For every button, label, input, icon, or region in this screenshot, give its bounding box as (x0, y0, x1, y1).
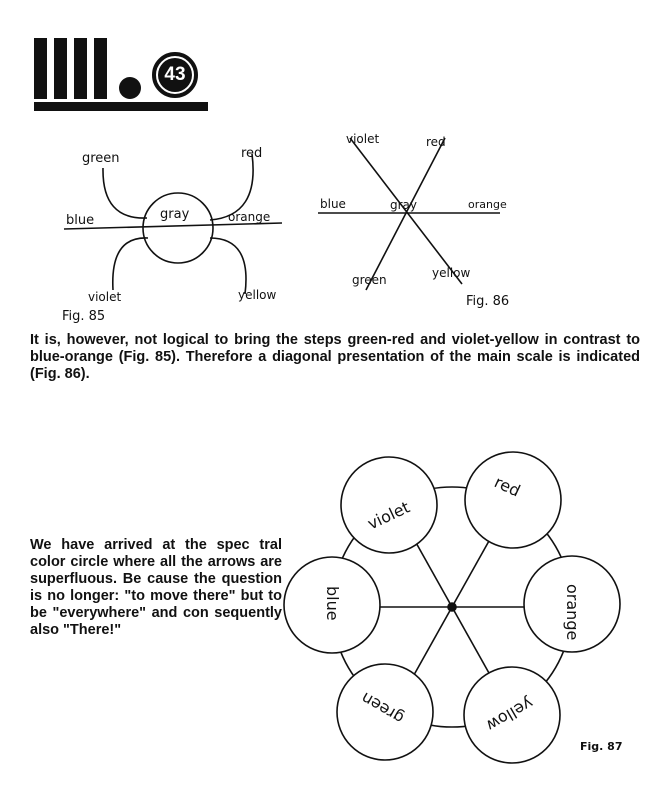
fig85-label-orange: orange (228, 210, 271, 224)
fig87-label-violet: violet (364, 497, 413, 534)
fig87-spoke-yellow (452, 607, 494, 682)
fig87-spoke-green (410, 607, 452, 682)
fig86-label-blue: blue (320, 197, 346, 211)
paragraph-spectral-circle: We have arrived at the spec tral color circle where all the arrows are superfluous. Be cause the question is no longer: "to move there" but to be "everywhere" and con sequently also "There!" (30, 537, 282, 638)
fig86-label-red: red (426, 135, 446, 149)
fig87-label-yellow: yellow (483, 693, 537, 736)
paragraph-diagonal-scale: It is, however, not logical to bring the steps green-red and violet-yellow in contrast to blue-orange (Fig. 85). Therefore a diagonal presentation of the main scale is indicated (Fig. 86). (30, 332, 640, 382)
fig87-caption: Fig. 87 (580, 740, 623, 753)
fig85-caption: Fig. 85 (62, 309, 106, 324)
fig85-label-violet: violet (88, 290, 122, 304)
fig86-label-yellow: yellow (432, 266, 471, 280)
fig87-label-green: green (357, 688, 408, 729)
fig87-label-red: red (491, 472, 524, 501)
fig86-label-gray: gray (390, 198, 418, 212)
fig86-caption: Fig. 86 (466, 294, 510, 309)
fig85-label-red: red (241, 146, 263, 161)
fig87-label-orange: orange (563, 584, 582, 641)
fig86-label-green: green (352, 273, 387, 287)
fig85-label-gray: gray (160, 207, 190, 222)
fig87-label-blue: blue (323, 586, 342, 621)
fig85-label-yellow: yellow (238, 288, 277, 302)
fig85-label-green: green (82, 151, 120, 166)
fig87-spoke-red (452, 532, 494, 607)
fig86-label-violet: violet (346, 132, 380, 146)
fig87-circle-red (465, 452, 561, 548)
fig87-center-dot (448, 603, 456, 611)
fig85-label-blue: blue (66, 213, 95, 228)
page-number: 43 (152, 52, 198, 98)
fig86-label-orange: orange (468, 198, 507, 211)
